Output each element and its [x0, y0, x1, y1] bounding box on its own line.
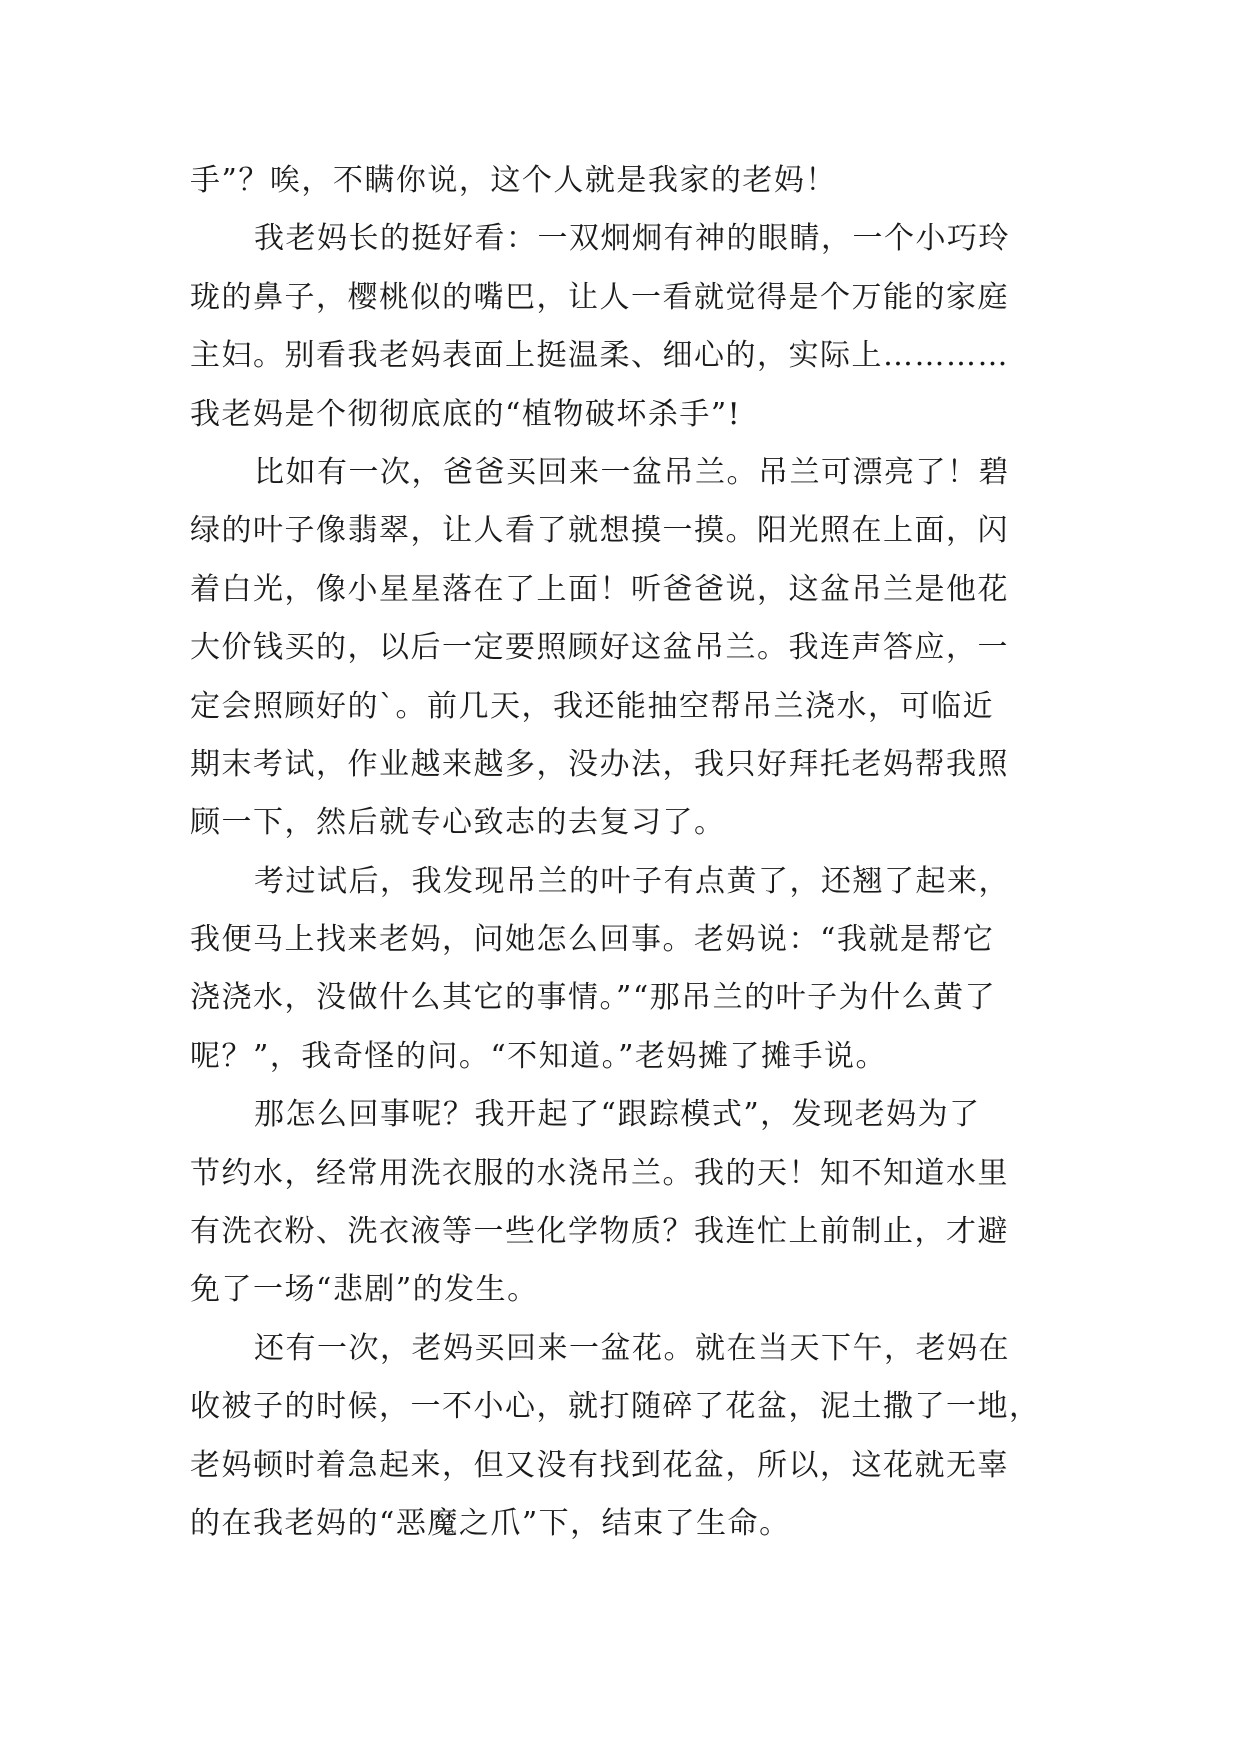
- text-line: 收被子的时候，一不小心，就打随碎了花盆，泥土撒了一地，: [190, 1389, 1041, 1425]
- text-line: 期末考试，作业越来越多，没办法，我只好拜托老妈帮我照: [190, 746, 1009, 782]
- text-line: 呢？”，我奇怪的问。“不知道。”老妈摊了摊手说。: [190, 1038, 888, 1074]
- essay-body: [190, 152, 1058, 1553]
- text-line: 大价钱买的，以后一定要照顾好这盆吊兰。我连声答应，一: [190, 630, 1009, 666]
- text-line: 老妈顿时着急起来，但又没有找到花盆，所以，这花就无辜: [190, 1447, 1009, 1483]
- text-line: 考过试后，我发现吊兰的叶子有点黄了，还翘了起来，: [254, 863, 1010, 899]
- text-line: 我老妈长的挺好看：一双炯炯有神的眼睛，一个小巧玲: [254, 221, 1010, 257]
- text-line: 主妇。别看我老妈表面上挺温柔、细心的，实际上…………: [190, 338, 1009, 374]
- text-line: 节约水，经常用洗衣服的水浇吊兰。我的天！知不知道水里: [190, 1155, 1009, 1191]
- text-line: 比如有一次，爸爸买回来一盆吊兰。吊兰可漂亮了！碧: [254, 454, 1010, 490]
- text-line: 还有一次，老妈买回来一盆花。就在当天下午，老妈在: [254, 1330, 1010, 1366]
- paragraph-1: [190, 152, 1058, 210]
- paragraph-6: [190, 1320, 1058, 1554]
- text-line: 的在我老妈的“恶魔之爪”下，结束了生命。: [190, 1505, 791, 1541]
- text-line: 顾一下，然后就专心致志的去复习了。: [190, 805, 726, 841]
- text-line: 免了一场“悲剧”的发生。: [190, 1272, 539, 1308]
- text-line: 手”？唉，不瞒你说，这个人就是我家的老妈！: [190, 163, 837, 198]
- text-line: 绿的叶子像翡翠，让人看了就想摸一摸。阳光照在上面，闪: [190, 513, 1009, 549]
- text-line: 有洗衣粉、洗衣液等一些化学物质？我连忙上前制止，才避: [190, 1214, 1009, 1250]
- text-line: 我老妈是个彻彻底底的“植物破坏杀手”!: [190, 396, 742, 432]
- paragraph-5: [190, 1086, 1058, 1320]
- text-line: 浇浇水，没做什么其它的事情。”“那吊兰的叶子为什么黄了: [190, 980, 997, 1016]
- text-line: 珑的鼻子，樱桃似的嘴巴，让人一看就觉得是个万能的家庭: [190, 279, 1009, 315]
- paragraph-3: [190, 444, 1058, 853]
- text-line: 定会照顾好的`。前几天，我还能抽空帮吊兰浇水，可临近: [190, 688, 994, 724]
- text-line: 着白光，像小星星落在了上面！听爸爸说，这盆吊兰是他花: [190, 571, 1009, 607]
- text-line: 我便马上找来老妈，问她怎么回事。老妈说：“我就是帮它: [190, 922, 995, 958]
- paragraph-2: [190, 210, 1058, 444]
- paragraph-4: [190, 853, 1058, 1087]
- text-line: 那怎么回事呢？我开起了“跟踪模式”，发现老妈为了: [254, 1097, 981, 1133]
